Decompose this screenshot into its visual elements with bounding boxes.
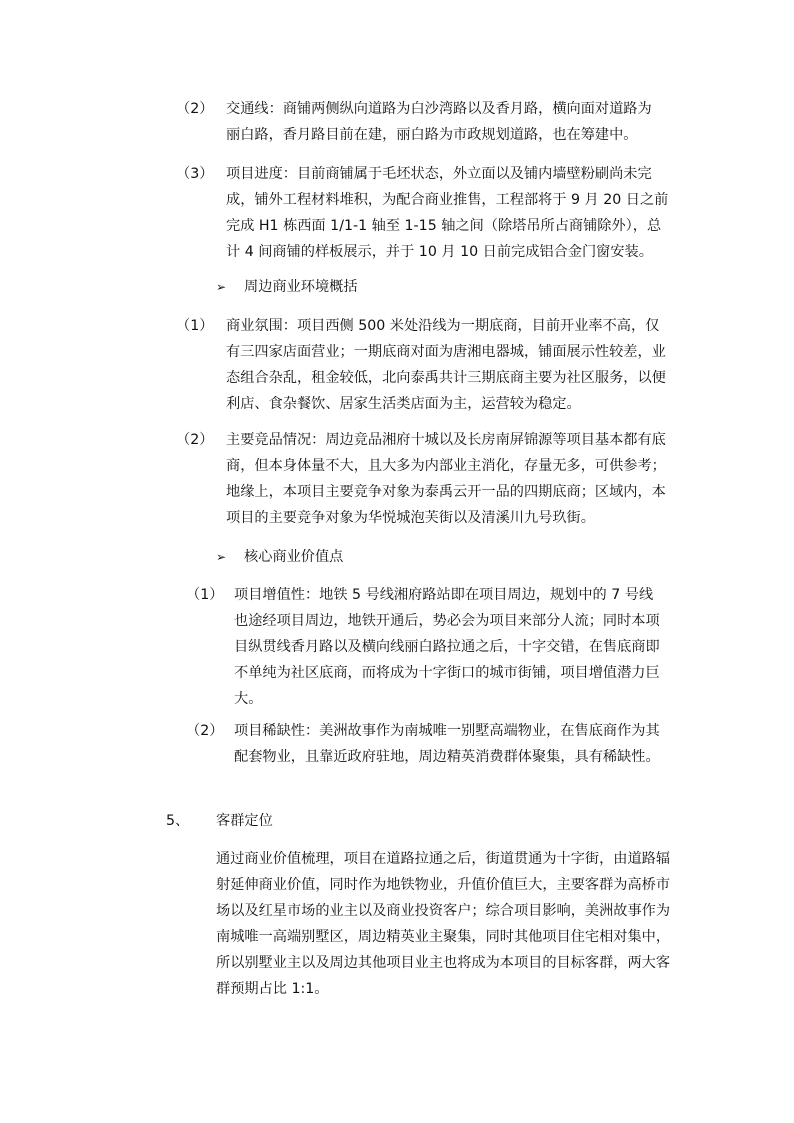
scarcity-paragraph: 项目稀缺性：美洲故事作为南城唯一别墅高端物业，在售底商作为其配套物业，且靠近政府驻地，周边精英消费群体聚集，具有稀缺性。 [234, 723, 660, 765]
section-heading: 周边商业环境概括 [244, 279, 358, 295]
item-number: （2） [176, 432, 214, 448]
section-title: 客群定位 [216, 813, 273, 829]
section-number: 5、 [166, 813, 190, 829]
progress-paragraph: 项目进度：目前商铺属于毛坯状态，外立面以及铺内墙壁粉刷尚未完成，铺外工程材料堆积，为配合商业推售，工程部将于 9 月 20 日之前完成 H1 栋西面 1/1-1 轴至 1-15 轴之间（除塔吊所占商铺除外），总计 4 间商铺的样板展示，并于 10 月 10 日前完成铝合金门窗安装。 [226, 166, 669, 260]
item-number: （1） [186, 587, 224, 603]
item-number: （2） [176, 101, 214, 117]
arrow-bullet-icon: ➢ [216, 550, 227, 564]
item-number: （1） [176, 318, 214, 334]
section-heading: 核心商业价值点 [244, 549, 344, 565]
atmosphere-paragraph: 商业氛围：项目西侧 500 米处沿线为一期底商，目前开业率不高，仅有三四家店面营业；一期底商对面为唐湘电器城，铺面展示性较差，业态组合杂乱，租金较低，北向泰禹共计三期底商主要为社区服务，以便利店、食杂餐饮、居家生活类店面为主，运营较为稳定。 [226, 318, 666, 412]
arrow-bullet-icon: ➢ [216, 280, 227, 294]
item-number: （2） [186, 723, 224, 739]
appreciation-paragraph: 项目增值性：地铁 5 号线湘府路站即在项目周边，规划中的 7 号线也途经项目周边，地铁开通后，势必会为项目来部分人流；同时本项目纵贯线香月路以及横向线丽白路拉通之后，十字交错，在售底商即不单纯为社区底商，而将成为十字街口的城市街铺，项目增值潜力巨大。 [234, 587, 660, 707]
summary-paragraph: 通过商业价值梳理，项目在道路拉通之后，街道贯通为十字街，由道路辐射延伸商业价值，同时作为地铁物业，升值价值巨大，主要客群为高桥市场以及红星市场的业主以及商业投资客户；综合项目影响，美洲故事作为南城唯一高端别墅区，周边精英业主聚集，同时其他项目住宅相对集中，所以别墅业主以及周边其他项目业主也将成为本项目的目标客群，两大客群预期占比 1:1。 [216, 851, 671, 997]
competition-paragraph: 主要竞品情况：周边竞品湘府十城以及长房南屏锦源等项目基本都有底商，但本身体量不大，且大多为内部业主消化，存量无多，可供参考；地缘上，本项目主要竞争对象为泰禹云开一品的四期底商；区域内，本项目的主要竞争对象为华悦城泡芙街以及清溪川九号玖街。 [226, 432, 666, 526]
item-number: （3） [176, 166, 214, 182]
traffic-paragraph: 交通线：商铺两侧纵向道路为白沙湾路以及香月路，横向面对道路为丽白路，香月路目前在建，丽白路为市政规划道路，也在筹建中。 [226, 101, 652, 143]
